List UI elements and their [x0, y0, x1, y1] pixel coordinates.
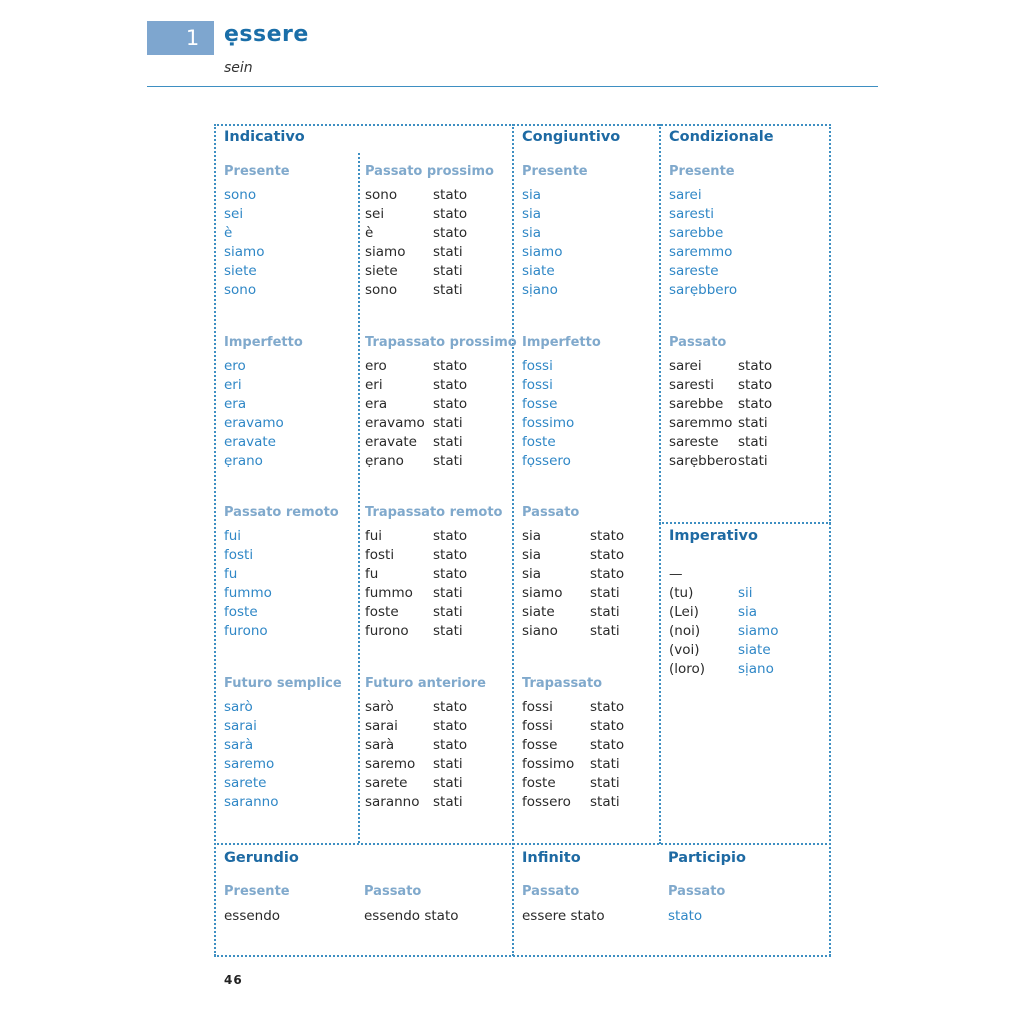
- form-list: sia sia sia siamo siate sịano: [522, 187, 563, 298]
- tense-label: Passato prossimo: [365, 164, 494, 179]
- participle-list: stato stato stato stati stati stati: [433, 358, 468, 469]
- tense-label: Trapassato remoto: [365, 505, 503, 520]
- verb-translation: sein: [224, 60, 253, 76]
- table-border-top: [214, 124, 831, 126]
- page-number: 46: [224, 973, 243, 987]
- form-list: fui fosti fu fummo foste furono: [224, 528, 272, 639]
- row-divider: [659, 522, 831, 524]
- form-list: fossi fossi fosse fossimo foste fọssero: [522, 358, 575, 469]
- tense-label: Imperfetto: [224, 335, 303, 350]
- auxiliary-list: ero eri era eravamo eravate ẹrano: [365, 358, 425, 469]
- column-divider: [512, 124, 514, 956]
- tense-label: Presente: [224, 164, 290, 179]
- tense-label: Passato remoto: [224, 505, 339, 520]
- tense-label: Presente: [224, 884, 290, 899]
- auxiliary-list: sarò sarai sarà saremo sarete saranno: [365, 699, 420, 810]
- form-list: sarei saresti sarebbe saremmo sareste sarẹbbero: [669, 187, 738, 298]
- section-title-indicativo: Indicativo: [224, 129, 305, 145]
- form-list: sii sia siamo siate sịano: [738, 585, 779, 677]
- participle-past: stato: [668, 908, 703, 924]
- column-divider: [358, 153, 360, 843]
- auxiliary-list: fui fosti fu fummo foste furono: [365, 528, 413, 639]
- form-list: sarò sarai sarà saremo sarete saranno: [224, 699, 279, 810]
- gerund-present: essendo: [224, 908, 281, 924]
- column-divider: [659, 124, 661, 844]
- tense-label: Passato: [522, 505, 580, 520]
- table-border-left: [214, 124, 216, 956]
- tense-label: Passato: [669, 335, 727, 350]
- section-title-gerundio: Gerundio: [224, 850, 299, 866]
- verb-number-badge: [147, 21, 214, 55]
- participle-list: stato stato stato stati stati stati: [433, 187, 468, 298]
- tense-label: Passato: [364, 884, 422, 899]
- tense-label: Presente: [669, 164, 735, 179]
- participle-list: stato stato stato stati stati stati: [590, 528, 625, 639]
- section-title-participio: Participio: [668, 850, 746, 866]
- pronoun-list: — (tu) (Lei) (noi) (voi) (loro): [669, 566, 706, 677]
- participle-list: stato stato stato stati stati stati: [590, 699, 625, 810]
- header-divider: [147, 86, 878, 87]
- infinitive-past: essere stato: [522, 908, 605, 924]
- section-title-imperativo: Imperativo: [669, 528, 758, 544]
- tense-label: Trapassato prossimo: [365, 335, 517, 350]
- row-divider: [214, 843, 831, 845]
- tense-label: Futuro anteriore: [365, 676, 486, 691]
- section-title-condizionale: Condizionale: [669, 129, 774, 145]
- verb-number: 1: [185, 26, 200, 50]
- tense-label: Presente: [522, 164, 588, 179]
- section-title-congiuntivo: Congiuntivo: [522, 129, 621, 145]
- participle-list: stato stato stato stati stati stati: [433, 699, 468, 810]
- auxiliary-list: fossi fossi fosse fossimo foste fossero: [522, 699, 575, 810]
- verb-title: ẹssere: [224, 22, 309, 47]
- table-border-bottom: [214, 955, 831, 957]
- tense-label: Passato: [522, 884, 580, 899]
- tense-label: Passato: [668, 884, 726, 899]
- section-title-infinito: Infinito: [522, 850, 581, 866]
- auxiliary-list: sarei saresti sarebbe saremmo sareste sarẹbbero: [669, 358, 738, 469]
- participle-list: stato stato stato stati stati stati: [738, 358, 773, 469]
- tense-label: Imperfetto: [522, 335, 601, 350]
- auxiliary-list: sia sia sia siamo siate siano: [522, 528, 563, 639]
- form-list: sono sei è siamo siete sono: [224, 187, 265, 298]
- gerund-past: essendo stato: [364, 908, 459, 924]
- form-list: ero eri era eravamo eravate ẹrano: [224, 358, 284, 469]
- auxiliary-list: sono sei è siamo siete sono: [365, 187, 406, 298]
- tense-label: Futuro semplice: [224, 676, 342, 691]
- participle-list: stato stato stato stati stati stati: [433, 528, 468, 639]
- tense-label: Trapassato: [522, 676, 603, 691]
- table-border-right: [829, 124, 831, 956]
